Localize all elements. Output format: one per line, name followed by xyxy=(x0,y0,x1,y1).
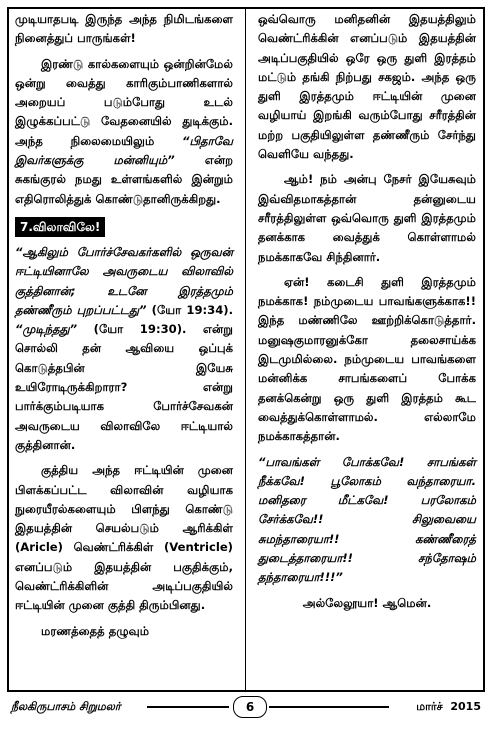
reference-span: (யோ 19:30). என்று சொல்லி தன் ஆவியை ஒப்புக் கொடுத்தபின் இயேசு உயிரோடிருக்கிறாரா? என்று பார்க்கும்படியாக போர்ச்சேவகன் அவருடைய விலாவிலே ஈட்டியால் குத்தினான். xyxy=(15,322,233,452)
quote-span: “முடிந்தது” xyxy=(15,322,78,337)
left-column xyxy=(15,10,233,647)
paragraph xyxy=(15,55,233,209)
section-heading: 7.விலாவிலே! xyxy=(15,217,105,237)
paragraph: ஏன்! கடைசி துளி இரத்தமும் நமக்காக! நம்முடைய பாவங்களுக்காக!! இந்த மண்ணிலே ஊற்றிக்கொடுத்தார். மனுஷகுமாரனுக்கோ தலைசாய்க்க இடமுமில்லை. நம்முடைய பாவங்களை மன்னிக்க சாபங்களைப் போக்க தனக்கென்று ஒரு துளி இரத்தம் கூட வைத்துக்கொள்ளாமல். எல்லாமே நமக்காகத்தான். xyxy=(258,274,476,444)
reference-span: (யோ 19:34). xyxy=(146,302,233,317)
footer xyxy=(7,696,485,720)
issue-year: 2015 xyxy=(450,700,481,713)
quote-span: “ஆகிலும் போர்ச்சேவகர்களில் ஒருவன் ஈட்டியினாலே அவருடைய விலாவில் குத்தினான்; உடனே இரத்தமும் தண்ணீரும் புறப்பட்டது” xyxy=(15,244,233,317)
issue-date xyxy=(416,700,481,715)
paragraph: ஆம்! நம் அன்பு நேசர் இயேசுவும் இவ்விதமாகத்தான் தன்னுடைய சரீரத்திலுள்ள ஒவ்வொரு துளி இரத்தமும் தனக்காக வைத்துக் கொள்ளாமல் நமக்காகவே சிந்தினார். xyxy=(258,172,476,264)
page-number: 6 xyxy=(233,696,267,718)
footer-rule xyxy=(147,706,229,708)
issue-month: மார்ச் xyxy=(416,700,443,713)
column-divider xyxy=(245,9,246,690)
magazine-name: நீலகிருபாசம் சிறுமலர் xyxy=(11,700,121,713)
paragraph: முடியாதபடி இருந்த அந்த நிமிடங்களை நினைத்துப் பாருங்கள்! xyxy=(15,12,233,46)
closing-line: அல்லேலூயா! ஆமென். xyxy=(302,595,432,610)
text-span: இரண்டு கால்களையும் ஒன்றின்மேல் ஒன்று வைத்து காரிகும்பாணிகளால் அறையப் படும்போது உடல் இழுக்கப்பட்டு வேதனையில் துடிக்கும். அந்த நிலைமையிலும் xyxy=(15,56,233,148)
paragraph: குத்திய அந்த ஈட்டியின் முனை பிளக்கப்பட்ட விலாவின் வழியாக நுரையீரல்களையும் பிளந்து கொண்டு இதயத்தின் செயல்படும் ஆரிக்கிள் (Aricle) வெண்ட்ரிக்கிள் (Ventricle) எனப்படும் இதயத்தின் பகுதிக்கும், வெண்ட்ரிக்கிளின் அடிப்பகுதியில் ஈட்டியின் முனை குத்தி திரும்பினது. xyxy=(15,463,233,613)
paragraph xyxy=(15,243,233,455)
paragraph: ஒவ்வொரு மனிதனின் இதயத்திலும் வெண்ட்ரிக்கின் எனப்படும் இதயத்தின் அடிப்பகுதியில் ஒரே ஒரு துளி இரத்தம் மட்டும் தங்கி நிற்பது சகஜம். அந்த ஒரு துளி இரத்தமும் ஈட்டியின் முனை வழியாய் இறங்கி வரும்போது சரீரத்தின் மற்ற பகுதியிலுள்ள தண்ணீரும் சேர்ந்து வெளியே வந்தது. xyxy=(258,12,476,162)
right-column xyxy=(258,10,476,619)
footer-rule xyxy=(269,706,389,708)
paragraph: மரணத்தைத் தழுவும் xyxy=(41,623,150,638)
text-span: என்ற சுகங்குரல் நமது உள்ளங்களில் இன்றும் எதிரொலித்துக் கொண்டுதானிருக்கிறது. xyxy=(15,153,234,206)
song-verse: “பாவங்கள் போக்கவே! சாபங்கள் நீக்கவே! பூலோகம் வந்தாரையா. மனிதரை மீட்கவே! பரலோகம் சேர்க்கவே!! சிலுவையை சுமந்தாரையா!! கண்ணீரைத் துடைத்தாரையா!! சந்தோஷம் தந்தாரையா!!!” xyxy=(258,454,476,585)
quote-span: “பிதாவே இவர்களுக்கு மன்னியும்” xyxy=(15,133,233,168)
